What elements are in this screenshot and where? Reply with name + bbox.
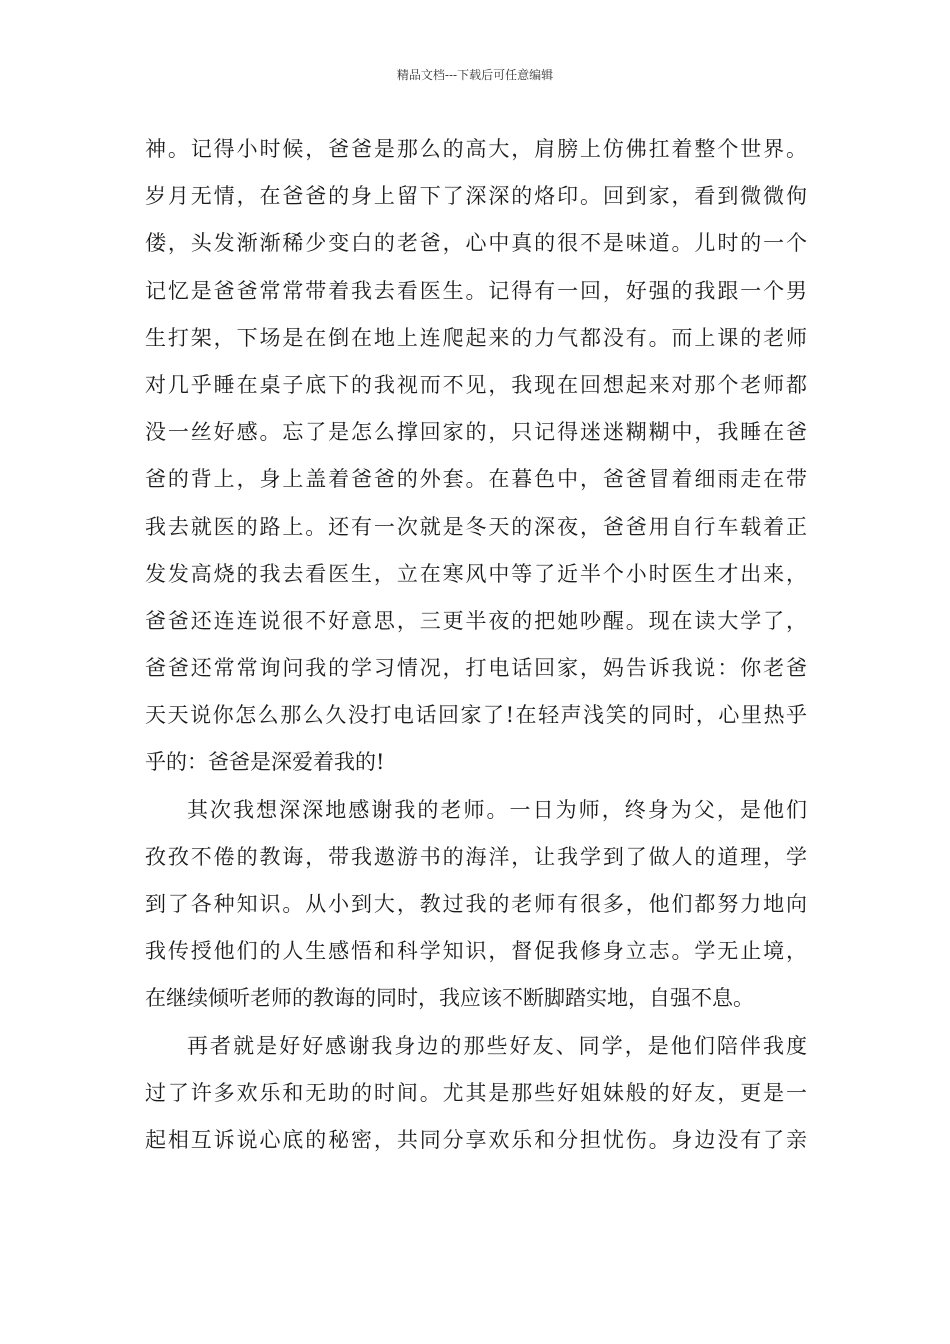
text-line: 我去就医的路上。还有一次就是冬天的深夜，爸爸用自行车载着正 bbox=[145, 514, 807, 539]
text-line: 爸爸还常常询问我的学习情况，打电话回家，妈告诉我说：你老爸 bbox=[145, 656, 807, 681]
text-line: 再者就是好好感谢我身边的那些好友、同学，是他们陪伴我度 bbox=[187, 1033, 807, 1058]
document-body bbox=[145, 126, 807, 1164]
text-line: 偻，头发渐渐稀少变白的老爸，心中真的很不是味道。儿时的一个 bbox=[145, 231, 807, 256]
text-line: 没一丝好感。忘了是怎么撑回家的，只记得迷迷糊糊中，我睡在爸 bbox=[145, 420, 807, 445]
text-line: 天天说你怎么那么久没打电话回家了!在轻声浅笑的同时，心里热乎 bbox=[145, 703, 807, 728]
text-line: 对几乎睡在桌子底下的我视而不见，我现在回想起来对那个老师都 bbox=[145, 372, 807, 397]
text-line: 记忆是爸爸常常带着我去看医生。记得有一回，好强的我跟一个男 bbox=[145, 278, 807, 303]
text-line: 岁月无情，在爸爸的身上留下了深深的烙印。回到家，看到微微佝 bbox=[145, 184, 807, 209]
text-line: 神。记得小时候，爸爸是那么的高大，肩膀上仿佛扛着整个世界。 bbox=[145, 137, 807, 161]
text-line: 生打架，下场是在倒在地上连爬起来的力气都没有。而上课的老师 bbox=[145, 325, 807, 350]
text-line: 爸的背上，身上盖着爸爸的外套。在暮色中，爸爸冒着细雨走在带 bbox=[145, 467, 807, 492]
text-line: 其次我想深深地感谢我的老师。一日为师，终身为父，是他们 bbox=[187, 797, 807, 822]
text-line: 在继续倾听老师的教诲的同时，我应该不断脚踏实地，自强不息。 bbox=[145, 986, 754, 1011]
text-line: 过了许多欢乐和无助的时间。尤其是那些好姐妹般的好友，更是一 bbox=[145, 1080, 807, 1105]
text-line: 乎的：爸爸是深爱着我的! bbox=[145, 750, 385, 775]
text-line: 到了各种知识。从小到大，教过我的老师有很多，他们都努力地向 bbox=[145, 892, 807, 916]
text-line: 爸爸还连连说很不好意思，三更半夜的把她吵醒。现在读大学了， bbox=[145, 608, 807, 633]
text-line: 起相互诉说心底的秘密，共同分享欢乐和分担忧伤。身边没有了亲 bbox=[145, 1127, 807, 1152]
text-line: 发发高烧的我去看医生，立在寒风中等了近半个小时医生才出来， bbox=[145, 561, 807, 586]
text-line: 我传授他们的人生感悟和科学知识，督促我修身立志。学无止境， bbox=[145, 939, 807, 964]
page-header: 精品文档---下载后可任意编辑 bbox=[396, 68, 554, 82]
text-line: 孜孜不倦的教诲，带我遨游书的海洋，让我学到了做人的道理，学 bbox=[145, 844, 807, 869]
